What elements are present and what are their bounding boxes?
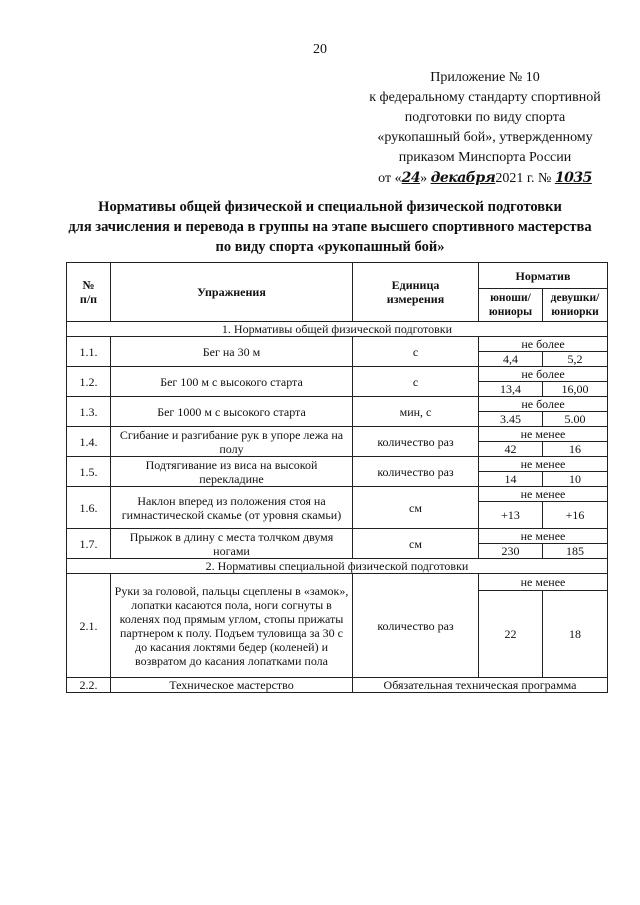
row-2-1-num: 2.1.	[67, 574, 111, 678]
date-prefix: от «	[378, 171, 402, 186]
table-row	[67, 487, 608, 502]
row-1-6-unit: см	[353, 487, 479, 529]
section-2-heading: 2. Нормативы специальной физической подготовки	[67, 559, 608, 574]
table-row	[67, 427, 608, 442]
table-row	[67, 397, 608, 412]
row-1-2-boys: 13,4	[479, 382, 543, 397]
row-2-2-num: 2.2.	[67, 678, 111, 693]
row-1-2-exercise: Бег 100 м с высокого старта	[111, 367, 353, 397]
table-row	[67, 574, 608, 591]
header-boys: юноши/ юниоры	[479, 289, 543, 322]
row-1-3-condition: не более	[479, 397, 608, 412]
row-1-3-exercise: Бег 1000 м с высокого старта	[111, 397, 353, 427]
table-row	[67, 457, 608, 472]
date-mid: »	[420, 171, 428, 186]
norms-table	[66, 262, 608, 693]
row-1-1-girls: 5,2	[543, 352, 608, 367]
row-2-1-unit: количество раз	[353, 574, 479, 678]
title-line-3: по виду спорта «рукопашный бой»	[215, 239, 445, 255]
row-1-7-unit: см	[353, 529, 479, 559]
row-2-2-norm: Обязательная техническая программа	[353, 678, 608, 693]
row-2-1-exercise: Руки за головой, пальцы сцеплены в «замок», лопатки касаются пола, ноги согнуты в коленях под прямым углом, стопы прижаты партнером к полу. Подъем туловища за 30 с до касания локтями бедер (коленей) и возвратом до касания лопатками пола	[111, 574, 353, 678]
row-2-1-boys: 22	[479, 591, 543, 678]
row-1-7-exercise: Прыжок в длину с места толчком двумя ногами	[111, 529, 353, 559]
table-row	[67, 678, 608, 693]
row-2-1-girls: 18	[543, 591, 608, 678]
row-1-7-girls: 185	[543, 544, 608, 559]
row-1-5-num: 1.5.	[67, 457, 111, 487]
row-1-7-condition: не менее	[479, 529, 608, 544]
row-2-1-condition: не менее	[479, 574, 608, 591]
row-1-1-unit: с	[353, 337, 479, 367]
document-title	[40, 197, 620, 257]
row-1-6-condition: не менее	[479, 487, 608, 502]
row-1-3-girls: 5.00	[543, 412, 608, 427]
appendix-header	[340, 68, 630, 189]
row-1-2-condition: не более	[479, 367, 608, 382]
date-month: декабря	[430, 170, 496, 186]
row-1-5-unit: количество раз	[353, 457, 479, 487]
appendix-line-4: «рукопашный бой», утвержденному	[377, 130, 593, 145]
row-1-3-boys: 3.45	[479, 412, 543, 427]
header-girls: девушки/ юниорки	[543, 289, 608, 322]
section-1-heading: 1. Нормативы общей физической подготовки	[67, 322, 608, 337]
row-1-4-boys: 42	[479, 442, 543, 457]
header-exercise: Упражнения	[111, 263, 353, 322]
row-1-5-exercise: Подтягивание из виса на высокой перекладине	[111, 457, 353, 487]
header-unit: Единица измерения	[353, 263, 479, 322]
row-1-1-condition: не более	[479, 337, 608, 352]
appendix-line-3: подготовки по виду спорта	[404, 110, 566, 125]
row-1-1-boys: 4,4	[479, 352, 543, 367]
row-1-6-girls: +16	[543, 502, 608, 529]
appendix-line-5: приказом Минспорта России	[398, 150, 572, 165]
row-1-4-unit: количество раз	[353, 427, 479, 457]
header-norm: Норматив	[479, 263, 608, 289]
appendix-line-2: к федеральному стандарту спортивной	[369, 90, 601, 105]
row-1-5-condition: не менее	[479, 457, 608, 472]
row-1-4-exercise: Сгибание и разгибание рук в упоре лежа на полу	[111, 427, 353, 457]
appendix-line-1: Приложение № 10	[430, 70, 540, 85]
row-1-4-girls: 16	[543, 442, 608, 457]
row-1-1-exercise: Бег на 30 м	[111, 337, 353, 367]
date-year: 2021 г. №	[495, 171, 552, 186]
row-1-5-boys: 14	[479, 472, 543, 487]
appendix-date-line	[340, 168, 630, 189]
order-number: 1035	[554, 170, 592, 186]
page-number: 20	[313, 42, 327, 57]
row-1-7-num: 1.7.	[67, 529, 111, 559]
row-1-2-girls: 16,00	[543, 382, 608, 397]
row-1-3-num: 1.3.	[67, 397, 111, 427]
row-1-2-num: 1.2.	[67, 367, 111, 397]
title-line-2: для зачисления и перевода в группы на этапе высшего спортивного мастерства	[68, 219, 592, 235]
row-1-1-num: 1.1.	[67, 337, 111, 367]
row-1-6-boys: +13	[479, 502, 543, 529]
row-1-6-exercise: Наклон вперед из положения стоя на гимнастической скамье (от уровня скамьи)	[111, 487, 353, 529]
row-1-2-unit: с	[353, 367, 479, 397]
header-num: № п/п	[67, 263, 111, 322]
table-row	[67, 367, 608, 382]
row-1-5-girls: 10	[543, 472, 608, 487]
row-1-6-num: 1.6.	[67, 487, 111, 529]
row-1-3-unit: мин, с	[353, 397, 479, 427]
row-1-4-condition: не менее	[479, 427, 608, 442]
table-row	[67, 337, 608, 352]
row-1-7-boys: 230	[479, 544, 543, 559]
row-2-2-exercise: Техническое мастерство	[111, 678, 353, 693]
row-1-4-num: 1.4.	[67, 427, 111, 457]
date-day: 24	[401, 170, 421, 186]
title-line-1: Нормативы общей физической и специальной физической подготовки	[98, 199, 562, 215]
table-row	[67, 529, 608, 544]
